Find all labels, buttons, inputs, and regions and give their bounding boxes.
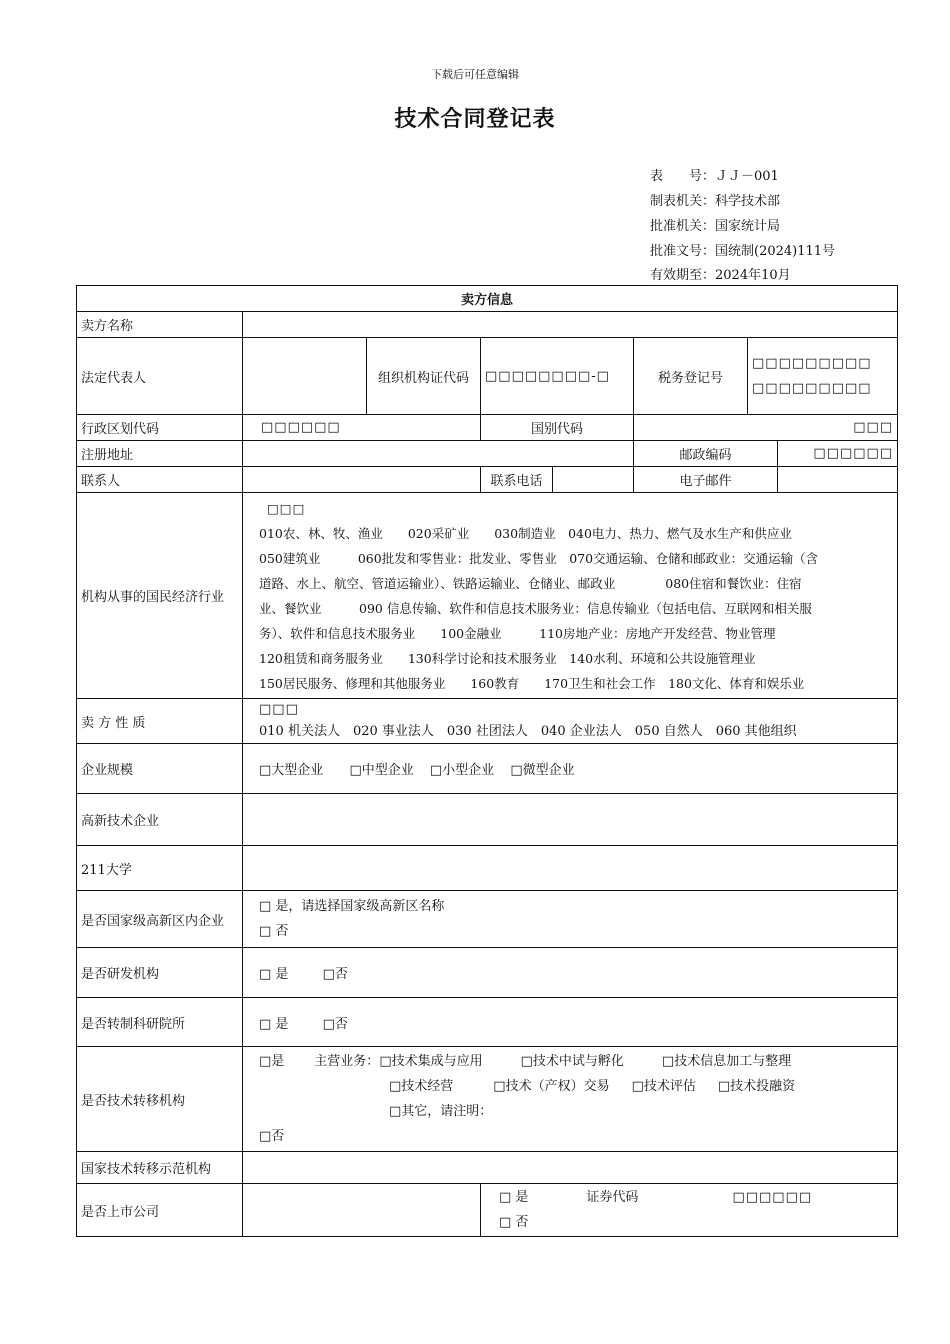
listed-label: 是否上市公司 xyxy=(77,1184,243,1237)
top-note: 下载后可任意编辑 xyxy=(431,68,519,81)
phone-field[interactable] xyxy=(553,467,634,493)
region-code-field[interactable]: □□□□□□ xyxy=(243,415,481,441)
meta-label: 表 号： xyxy=(650,169,716,184)
meta-value: 国统制(2024)111号 xyxy=(715,244,836,259)
transfer-label: 是否技术转移机构 xyxy=(77,1047,243,1152)
rd-label: 是否研发机构 xyxy=(77,948,243,998)
phone-label: 联系电话 xyxy=(481,467,553,493)
transfer-option-trade[interactable]: □技术（产权）交易 xyxy=(493,1079,610,1094)
meta-value: 国家统计局 xyxy=(715,219,781,234)
org-code-field[interactable]: □□□□□□□□-□ xyxy=(481,338,634,415)
tax-boxes-row-2: □□□□□□□□□ xyxy=(752,381,872,396)
meta-approver xyxy=(650,215,780,234)
meta-label: 制表机关： xyxy=(650,194,716,209)
tax-boxes-row-1: □□□□□□□□□ xyxy=(752,356,872,371)
tax-label: 税务登记号 xyxy=(634,338,748,415)
transfer-main-label: 主营业务： xyxy=(314,1054,380,1069)
transfer-row-1 xyxy=(259,1049,893,1074)
listed-yes[interactable]: □ 是 xyxy=(499,1190,529,1205)
industry-options[interactable] xyxy=(243,493,898,699)
stock-code-label: 证券代码 xyxy=(586,1190,639,1205)
meta-approval-doc xyxy=(650,240,835,259)
industry-boxes[interactable]: □□□ xyxy=(267,500,306,516)
legal-rep-label: 法定代表人 xyxy=(77,338,243,415)
transfer-option-financing[interactable]: □技术投融资 xyxy=(717,1079,796,1094)
industry-line: 150居民服务、修理和其他服务业 160教育 170卫生和社会工作 180文化、体育和娱乐业 xyxy=(259,675,805,691)
rd-no[interactable]: □否 xyxy=(322,967,348,982)
rd-options xyxy=(243,948,898,998)
national-zone-yes[interactable]: □ 是，请选择国家级高新区名称 xyxy=(259,899,445,914)
email-field[interactable] xyxy=(778,467,898,493)
nature-option-list: 010 机关法人 020 事业法人 030 社团法人 040 企业法人 050 自然人 060 其他组织 xyxy=(259,724,797,739)
industry-line: 120租赁和商务服务业 130科学讨论和技术服务业 140水利、环境和公共设施管理业 xyxy=(259,650,756,666)
transfer-other[interactable]: □其它，请注明： xyxy=(389,1104,493,1119)
page-title: 技术合同登记表 xyxy=(394,107,556,132)
email-label: 电子邮件 xyxy=(634,467,778,493)
industry-line: 010农、林、牧、渔业 020采矿业 030制造业 040电力、热力、燃气及水生产和供应业 xyxy=(259,525,792,541)
industry-label: 机构从事的国民经济行业 xyxy=(77,493,243,699)
univ211-field[interactable] xyxy=(243,846,898,891)
org-code-label: 组织机构证代码 xyxy=(367,338,481,415)
demo-field[interactable] xyxy=(243,1152,898,1184)
scale-options xyxy=(243,744,898,794)
national-zone-label: 是否国家级高新区内企业 xyxy=(77,891,243,948)
transfer-no[interactable]: □否 xyxy=(259,1129,285,1144)
national-zone-no[interactable]: □ 否 xyxy=(259,924,289,939)
seller-name-field[interactable] xyxy=(243,312,898,338)
scale-option-medium[interactable]: □中型企业 xyxy=(349,763,414,778)
listed-blank xyxy=(243,1184,481,1237)
hightech-label: 高新技术企业 xyxy=(77,794,243,846)
transfer-option-business[interactable]: □技术经营 xyxy=(389,1079,454,1094)
nature-options[interactable] xyxy=(243,699,898,744)
region-code-label: 行政区划代码 xyxy=(77,415,243,441)
postcode-label: 邮政编码 xyxy=(634,441,778,467)
transfer-option-integration[interactable]: □技术集成与应用 xyxy=(379,1054,483,1069)
univ211-label: 211大学 xyxy=(77,846,243,891)
converted-yes[interactable]: □ 是 xyxy=(259,1016,289,1032)
scale-option-large[interactable]: □大型企业 xyxy=(259,763,324,778)
postcode-field[interactable]: □□□□□□ xyxy=(778,441,898,467)
scale-option-small[interactable]: □小型企业 xyxy=(429,763,495,778)
transfer-row-2 xyxy=(259,1074,893,1099)
industry-line: 050建筑业 060批发和零售业：批发业、零售业 070交通运输、仓储和邮政业：交通运输（含 xyxy=(259,550,819,566)
national-zone-options xyxy=(243,891,898,948)
converted-no[interactable]: □否 xyxy=(322,1016,348,1032)
listed-yes-row xyxy=(499,1185,893,1210)
stock-code-field[interactable]: □□□□□□ xyxy=(732,1190,813,1205)
transfer-option-evaluation[interactable]: □技术评估 xyxy=(631,1079,696,1094)
meta-label: 有效期至： xyxy=(650,268,716,283)
meta-label: 批准文号： xyxy=(650,244,716,259)
scale-option-micro[interactable]: □微型企业 xyxy=(510,763,575,778)
scale-label: 企业规模 xyxy=(77,744,243,794)
address-field[interactable] xyxy=(243,441,634,467)
converted-options xyxy=(243,998,898,1047)
rd-yes[interactable]: □ 是 xyxy=(259,967,289,982)
transfer-options xyxy=(243,1047,898,1152)
industry-line: 务）、软件和信息技术服务业 100金融业 110房地产业：房地产开发经营、物业管理 xyxy=(259,625,776,641)
transfer-option-info[interactable]: □技术信息加工与整理 xyxy=(661,1054,792,1069)
meta-valid-until xyxy=(650,264,791,283)
section-title: 卖方信息 xyxy=(77,286,898,312)
converted-label: 是否转制科研院所 xyxy=(77,998,243,1047)
meta-issuer xyxy=(650,190,780,209)
meta-value: 科学技术部 xyxy=(715,194,781,209)
industry-line: 业、餐饮业 090 信息传输、软件和信息技术服务业：信息传输业（包括电信、互联网和相关服 xyxy=(259,600,812,616)
transfer-option-pilot[interactable]: □技术中试与孵化 xyxy=(520,1054,624,1069)
nature-label: 卖 方 性 质 xyxy=(77,699,243,744)
meta-value: 2024年10月 xyxy=(715,268,791,283)
transfer-yes[interactable]: □是 xyxy=(259,1054,285,1069)
listed-options xyxy=(481,1184,898,1237)
seller-info-table xyxy=(76,285,898,1237)
industry-line: 道路、水上、航空、管道运输业）、铁路运输业、仓储业、邮政业 080住宿和餐饮业：住宿 xyxy=(259,575,802,591)
seller-name-label: 卖方名称 xyxy=(77,312,243,338)
contact-label: 联系人 xyxy=(77,467,243,493)
demo-label: 国家技术转移示范机构 xyxy=(77,1152,243,1184)
country-code-field[interactable]: □□□ xyxy=(634,415,898,441)
listed-no[interactable]: □ 否 xyxy=(499,1215,529,1230)
country-code-label: 国别代码 xyxy=(481,415,634,441)
nature-boxes[interactable]: □□□ xyxy=(259,702,299,717)
tax-field[interactable] xyxy=(748,338,898,415)
hightech-field[interactable] xyxy=(243,794,898,846)
meta-form-number xyxy=(650,165,779,184)
meta-label: 批准机关： xyxy=(650,219,716,234)
address-label: 注册地址 xyxy=(77,441,243,467)
contact-field[interactable] xyxy=(243,467,481,493)
meta-value: ＪＪ－001 xyxy=(715,169,779,184)
legal-rep-field[interactable] xyxy=(243,338,367,415)
